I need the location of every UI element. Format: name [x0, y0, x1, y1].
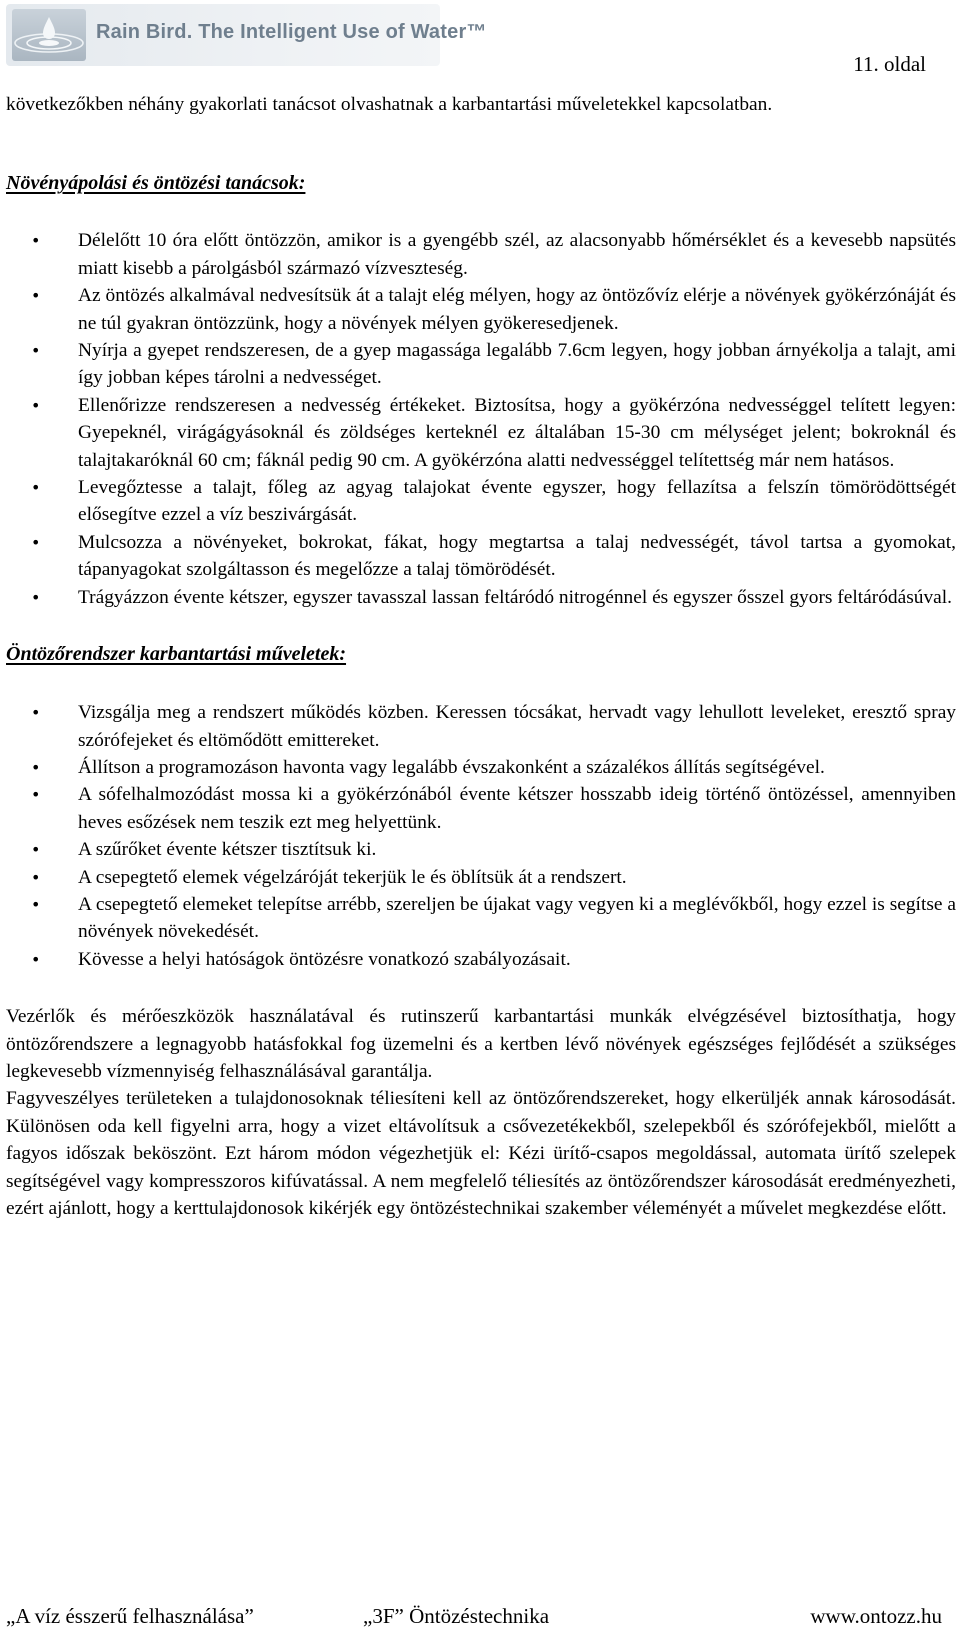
maintenance-list: [6, 699, 956, 973]
list-item: • Az öntözés alkalmával nedvesítsük át a talajt elég mélyen, hogy az öntözővíz elérje a növények gyökérzónáját és ne túl gyakran öntözzünk, hogy a növények mélyen gyökeresedjenek.: [6, 282, 956, 337]
footer-website: www.ontozz.hu: [810, 1604, 942, 1628]
list-item: • Mulcsozza a növényeket, bokrokat, fákat, hogy megtartsa a talaj nedvességét, távol tartsa a gyomokat, tápanyagokat szolgáltasson és megelőzze a talaj tömörödését.: [6, 529, 956, 584]
section-heading-plant-care: Növényápolási és öntözési tanácsok:: [6, 172, 306, 195]
list-item: • A sófelhalmozódást mossa ki a gyökérzónából évente kétszer hosszabb ideig történő öntözéssel, amennyiben heves esőzések nem teszik ezt meg helyettünk.: [6, 781, 956, 836]
plant-care-list: [6, 227, 956, 611]
winterizing-paragraph: Fagyveszélyes területeken a tulajdonosoknak téliesíteni kell az öntözőrendszereket, hogy elkerüljék annak károsodását. Különösen oda kell figyelni arra, hogy a vizet eltávolítsuk a csővezetékekből, szelepekből és szórófejekből, mielőtt a fagyos időszak beköszönt. Ezt három módon végezhetjük el: Kézi ürítő-csapos megoldással, automata ürítő szelepek segítségével vagy kompresszoros kifúvatással. A nem megfelelő téliesítés az öntözőrendszer károsodását eredményezheti, ezért ajánlott, hogy a kerttulajdonosok kikérjék egy öntözéstechnikai szakember véleményét a művelet megkezdése előtt.: [6, 1088, 956, 1219]
footer-center: „3F” Öntözéstechnika: [363, 1604, 550, 1628]
section-heading-maintenance: Öntözőrendszer karbantartási műveletek:: [6, 643, 347, 666]
intro-paragraph: következőkben néhány gyakorlati tanácsot olvashatnak a karbantartási műveletekkel kapcsolatban.: [6, 94, 773, 115]
water-drop-icon: [12, 9, 86, 61]
list-item: • Levegőztesse a talajt, főleg az agyag talajokat évente egyszer, hogy fellazítsa a felszín tömörödöttségét elősegítve ezzel a víz beszivárgását.: [6, 474, 956, 529]
list-item: • Vizsgálja meg a rendszert működés közben. Keressen tócsákat, hervadt vagy lehullott leveleket, eresztő spray szórófejeket és eltömődött emittereket.: [6, 699, 956, 754]
list-item: • A csepegtető elemek végelzáróját tekerjük le és öblítsük át a rendszert.: [6, 864, 956, 891]
header-logo: [6, 4, 487, 66]
list-item: • Trágyázzon évente kétszer, egyszer tavasszal lassan feltáródó nitrogénnel és egyszer ősszel gyors feltáródásúval.: [6, 584, 956, 611]
list-item: • Kövesse a helyi hatóságok öntözésre vonatkozó szabályozásait.: [6, 946, 956, 973]
list-item: • Állítson a programozáson havonta vagy legalább évszakonként a százalékos állítás segítségével.: [6, 754, 956, 781]
footer: [6, 1604, 960, 1634]
footer-left: „A víz ésszerű felhasználása”: [6, 1604, 254, 1628]
list-item: • Nyírja a gyepet rendszeresen, de a gyep magassága legalább 7.6cm legyen, hogy jobban árnyékolja a talajt, ami így jobban képes tárolni a nedvességet.: [6, 337, 956, 392]
list-item: • A csepegtető elemeket telepítse arrébb, szereljen be újakat vagy vegyen ki a meglévőkből, hogy ezzel is segítse a növények növekedését.: [6, 891, 956, 946]
document-body: [6, 91, 956, 1222]
logo-text: Rain Bird. The Intelligent Use of Water™: [96, 21, 487, 43]
list-item: • Délelőtt 10 óra előtt öntözzön, amikor is a gyengébb szél, az alacsonyabb hőmérséklet és a kevesebb napsütés miatt kisebb a párolgásból származó vízveszteség.: [6, 227, 956, 282]
list-item: • Ellenőrizze rendszeresen a nedvesség értékeket. Biztosítsa, hogy a gyökérzóna nedvességgel telített legyen: Gyepeknél, virágágyásoknál és zöldséges kerteknél ez általában 15-30 cm mélységet jelent; bokroknál és talajtakaróknál 60 cm; fáknál pedig 90 cm. A gyökérzóna alatti nedvességgel telítettség már nem hatásos.: [6, 392, 956, 474]
list-item: • A szűrőket évente kétszer tisztítsuk ki.: [6, 836, 956, 863]
page-number: 11. oldal: [853, 52, 926, 76]
closing-paragraph: Vezérlők és mérőeszközök használatával és rutinszerű karbantartási munkák elvégzésével biztosíthatja, hogy öntözőrendszere a legnagyobb hatásfokkal fog üzemelni és a kertben lévő növények egészséges fejlődését a szükséges legkevesebb vízmennyiség felhasználásával garantálja.: [6, 1006, 956, 1082]
